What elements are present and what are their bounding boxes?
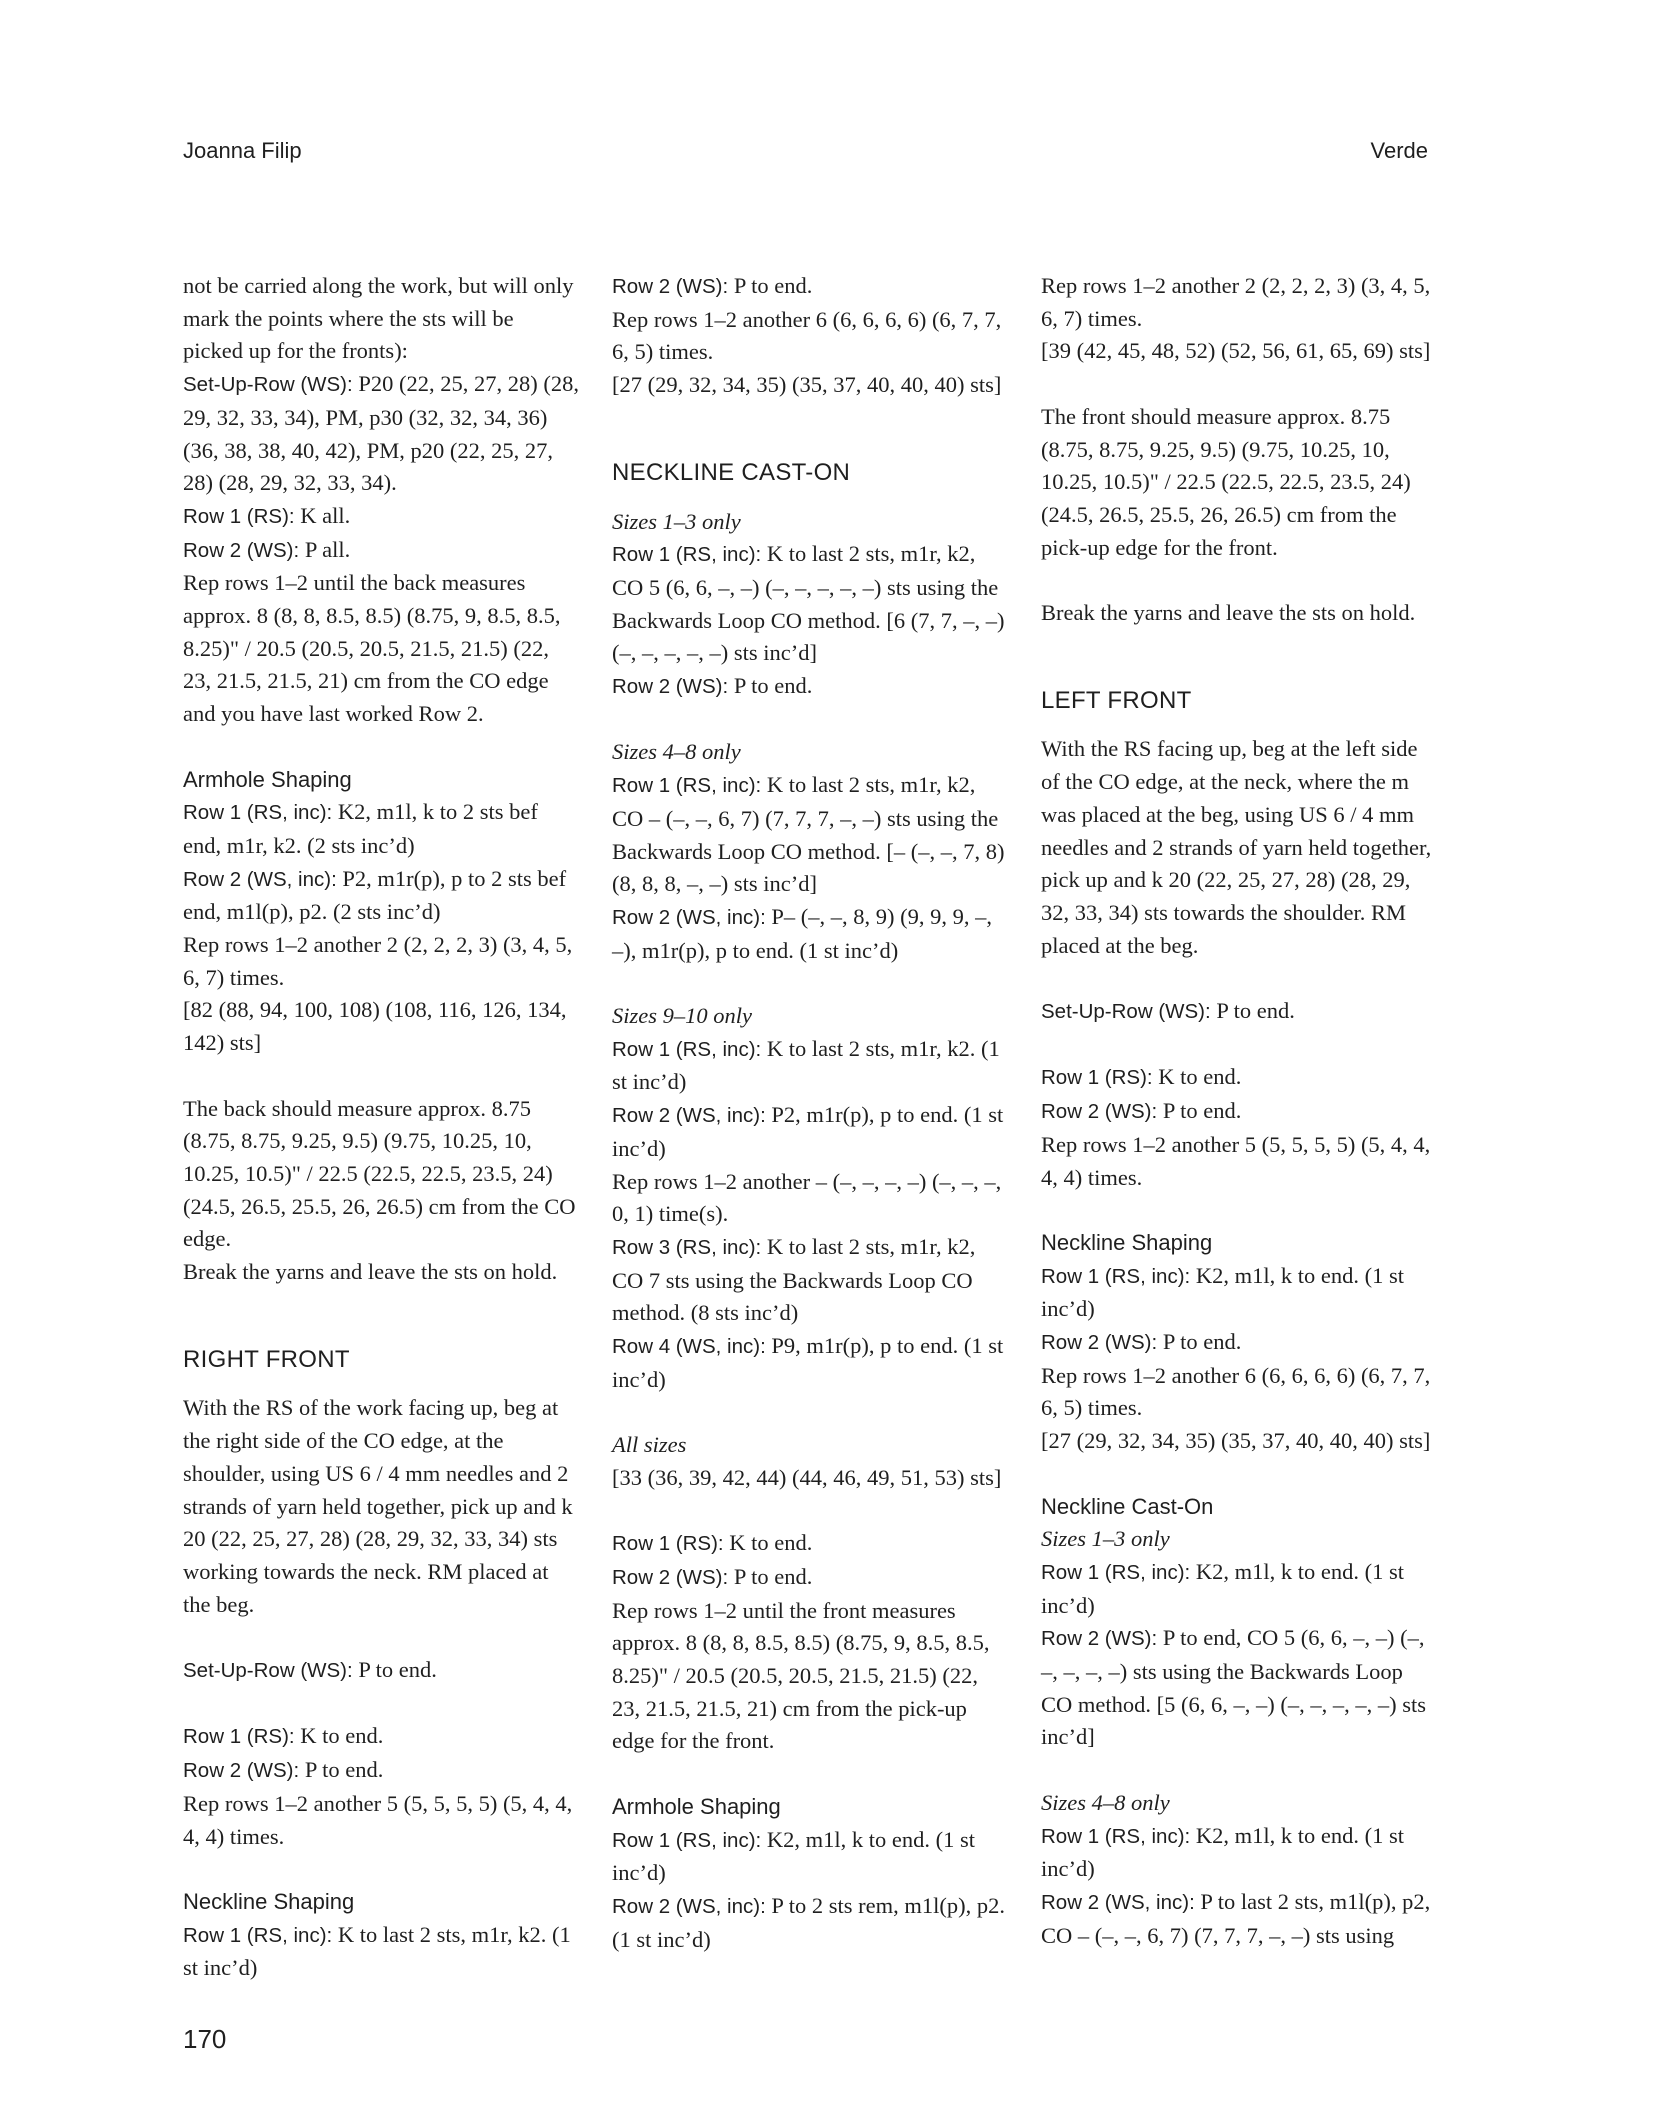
- row-label: Row 2 (WS, inc):: [1041, 1890, 1195, 1914]
- paragraph: Rep rows 1–2 another 6 (6, 6, 6, 6) (6, 7, 7, 6, 5) times.: [1041, 1362, 1431, 1421]
- author-name: Joanna Filip: [183, 138, 302, 163]
- row-label: Row 2 (WS, inc):: [612, 905, 766, 929]
- paragraph: Rep rows 1–2 another 6 (6, 6, 6, 6) (6, 7, 7, 6, 5) times.: [612, 306, 1002, 365]
- instruction-row: [1041, 995, 1437, 1029]
- row-label: Row 1 (RS, inc):: [183, 801, 333, 825]
- instruction-row: [612, 1330, 1008, 1396]
- row-label: Set-Up-Row (WS):: [1041, 1000, 1211, 1024]
- row-label: Row 2 (WS):: [183, 1759, 300, 1783]
- subsection-heading: Neckline Cast-On: [1041, 1493, 1214, 1519]
- row-text: K to last 2 sts, m1r, k2, CO – (–, –, 6, 7) (7, 7, 7, –, –) sts using the Backwards Loop CO method. [– (–, –, 7, 8) (8, 8, 8, –, –) sts inc’d]: [612, 772, 1005, 897]
- row-label: Row 1 (RS):: [1041, 1066, 1153, 1090]
- row-label: Row 2 (WS, inc):: [183, 867, 337, 891]
- instruction-row: [183, 500, 579, 534]
- row-label: Row 2 (WS):: [183, 538, 300, 562]
- instruction-row: [1041, 1061, 1437, 1095]
- instruction-row: [1041, 1326, 1437, 1360]
- paragraph: The front should measure approx. 8.75 (8.75, 8.75, 9.25, 9.5) (9.75, 10.25, 10, 10.25, 10.5)" / 22.5 (22.5, 22.5, 23.5, 24) (24.5, 26.5, 25.5, 26, 26.5) cm from the pick-up edge for the front.: [1041, 403, 1411, 560]
- instruction-row: [183, 796, 579, 862]
- instruction-row: [1041, 1260, 1437, 1326]
- row-text: P to end.: [352, 1657, 437, 1683]
- instruction-row: [1041, 1820, 1437, 1886]
- instruction-row: [612, 1561, 1008, 1595]
- row-text: K2, m1l, k to 2 sts bef end, m1r, k2. (2 sts inc’d): [183, 799, 538, 858]
- stitch-count: [82 (88, 94, 100, 108) (108, 116, 126, 134, 142) sts]: [183, 997, 567, 1056]
- row-text: P2, m1r(p), p to 2 sts bef end, m1l(p), p2. (2 sts inc’d): [183, 865, 567, 925]
- size-note: All sizes: [612, 1432, 687, 1458]
- row-text: K2, m1l, k to end. (1 st inc’d): [1041, 1822, 1404, 1882]
- row-text: P– (–, –, 8, 9) (9, 9, 9, –, –), m1r(p), p to end. (1 st inc’d): [612, 903, 993, 963]
- instruction-row: [612, 1231, 1008, 1330]
- size-note: Sizes 4–8 only: [1041, 1789, 1170, 1815]
- paragraph: Rep rows 1–2 another 2 (2, 2, 2, 3) (3, 4, 5, 6, 7) times.: [1041, 273, 1431, 331]
- instruction-row: [612, 670, 1008, 704]
- row-text: P2, m1r(p), p to end. (1 st inc’d): [612, 1102, 1004, 1161]
- row-label: Set-Up-Row (WS):: [183, 373, 353, 397]
- section-heading: RIGHT FRONT: [183, 1345, 350, 1373]
- instruction-row: [1041, 1886, 1437, 1952]
- instruction-row: [612, 270, 1008, 304]
- row-text: K to last 2 sts, m1r, k2. (1 st inc’d): [183, 1921, 571, 1981]
- row-label: Row 1 (RS, inc):: [612, 543, 762, 567]
- instruction-row: [183, 1754, 579, 1788]
- stitch-count: [39 (42, 45, 48, 52) (52, 56, 61, 65, 69) sts]: [1041, 338, 1431, 364]
- row-label: Row 2 (WS, inc):: [612, 1104, 766, 1128]
- row-text: P20 (22, 25, 27, 28) (28, 29, 32, 33, 34), PM, p30 (32, 32, 34, 36) (36, 38, 38, 40, 42), PM, p20 (22, 25, 27, 28) (28, 29, 32, 33, 34).: [183, 371, 579, 496]
- paragraph: Break the yarns and leave the sts on hold.: [183, 1259, 558, 1285]
- section-heading: LEFT FRONT: [1041, 686, 1192, 714]
- stitch-count: [27 (29, 32, 34, 35) (35, 37, 40, 40, 40) sts]: [1041, 1428, 1431, 1454]
- row-label: Row 1 (RS, inc):: [612, 774, 762, 798]
- subsection-heading: Neckline Shaping: [1041, 1229, 1213, 1255]
- row-label: Row 2 (WS):: [612, 675, 729, 699]
- instruction-row: [612, 1099, 1008, 1165]
- instruction-row: [612, 901, 1008, 967]
- row-text: P to end.: [1210, 998, 1295, 1024]
- row-label: Set-Up-Row (WS):: [183, 1659, 353, 1683]
- paragraph: Rep rows 1–2 until the front measures approx. 8 (8, 8, 8.5, 8.5) (8.75, 9, 8.5, 8.5, 8.25)" / 20.5 (20.5, 20.5, 21.5, 21.5) (22, 23, 21.5, 21.5, 21) cm from the pick-up edge for the front.: [612, 1597, 990, 1754]
- paragraph: not be carried along the work, but will only mark the points where the sts will be picked up for the fronts):: [183, 273, 574, 364]
- row-text: K to end.: [1152, 1064, 1242, 1090]
- row-label: Row 2 (WS):: [1041, 1331, 1158, 1355]
- paragraph: Break the yarns and leave the sts on hold.: [1041, 600, 1416, 625]
- paragraph: Rep rows 1–2 another 2 (2, 2, 2, 3) (3, 4, 5, 6, 7) times.: [183, 932, 573, 990]
- column-1: [183, 270, 579, 1985]
- row-text: P to end, CO 5 (6, 6, –, –) (–, –, –, –, –) sts using the Backwards Loop CO method. [5 (6, 6, –, –) (–, –, –, –, –) sts inc’d]: [1041, 1625, 1426, 1750]
- row-label: Row 2 (WS):: [612, 1565, 729, 1589]
- instruction-row: [612, 1033, 1008, 1099]
- paragraph: With the RS of the work facing up, beg at the right side of the CO edge, at the shoulder, using US 6 / 4 mm needles and 2 strands of yarn held together, pick up and k 20 (22, 25, 27, 28) (28, 29, 32, 33, 34) sts working towards the neck. RM placed at the beg.: [183, 1395, 573, 1617]
- row-text: K to end.: [294, 1723, 384, 1749]
- row-label: Row 2 (WS):: [1041, 1100, 1158, 1124]
- row-label: Row 3 (RS, inc):: [612, 1235, 762, 1259]
- subsection-heading: Armhole Shaping: [183, 766, 352, 792]
- row-label: Row 1 (RS):: [612, 1532, 724, 1556]
- instruction-row: [183, 534, 579, 568]
- row-text: K to end.: [723, 1530, 813, 1556]
- row-label: Row 2 (WS, inc):: [612, 1894, 766, 1918]
- instruction-row: [1041, 1622, 1437, 1754]
- row-text: P to end.: [728, 273, 813, 298]
- paragraph: Rep rows 1–2 another – (–, –, –, –) (–, –, –, 0, 1) time(s).: [612, 1168, 1002, 1227]
- row-text: K all.: [294, 502, 351, 528]
- instruction-row: [1041, 1095, 1437, 1129]
- stitch-count: [33 (36, 39, 42, 44) (44, 46, 49, 51, 53) sts]: [612, 1464, 1002, 1490]
- row-text: P all.: [299, 536, 351, 562]
- row-label: Row 1 (RS):: [183, 504, 295, 528]
- row-text: P to 2 sts rem, m1l(p), p2. (1 st inc’d): [612, 1892, 1005, 1952]
- instruction-row: [612, 538, 1008, 670]
- row-text: K to last 2 sts, m1r, k2, CO 5 (6, 6, –, –) (–, –, –, –, –) sts using the Backwards Loop CO method. [6 (7, 7, –, –) (–, –, –, –, –) sts inc’d]: [612, 541, 1005, 666]
- size-note: Sizes 4–8 only: [612, 739, 741, 765]
- paragraph: Rep rows 1–2 until the back measures approx. 8 (8, 8, 8.5, 8.5) (8.75, 9, 8.5, 8.5, 8.25)" / 20.5 (20.5, 20.5, 21.5, 21.5) (22, 23, 21.5, 21.5, 21) cm from the CO edge and you have last worked Row 2.: [183, 570, 561, 727]
- section-heading: NECKLINE CAST-ON: [612, 458, 851, 486]
- row-label: Row 1 (RS, inc):: [612, 1828, 762, 1852]
- size-note: Sizes 1–3 only: [1041, 1526, 1170, 1552]
- row-text: K to last 2 sts, m1r, k2, CO 7 sts using the Backwards Loop CO method. (8 sts inc’d): [612, 1233, 976, 1326]
- instruction-row: [183, 863, 579, 929]
- row-text: P9, m1r(p), p to end. (1 st inc’d): [612, 1333, 1004, 1392]
- row-text: K2, m1l, k to end. (1 st inc’d): [1041, 1558, 1404, 1618]
- subsection-heading: Armhole Shaping: [612, 1793, 781, 1819]
- stitch-count: [27 (29, 32, 34, 35) (35, 37, 40, 40, 40) sts]: [612, 372, 1002, 398]
- instruction-row: [183, 1720, 579, 1754]
- instruction-row: [612, 1890, 1008, 1956]
- row-label: Row 2 (WS):: [612, 275, 729, 298]
- instruction-row: [612, 1527, 1008, 1561]
- row-text: K to last 2 sts, m1r, k2. (1 st inc’d): [612, 1035, 1000, 1095]
- instruction-row: [183, 1654, 579, 1688]
- row-text: P to end.: [1157, 1329, 1242, 1355]
- instruction-row: [612, 1824, 1008, 1890]
- paragraph: With the RS facing up, beg at the left side of the CO edge, at the neck, where the m was placed at the beg, using US 6 / 4 mm needles and 2 strands of yarn held together, pick up and k 20 (22, 25, 27, 28) (28, 29, 32, 33, 34) sts towards the shoulder. RM placed at the beg.: [1041, 736, 1432, 958]
- row-text: P to end.: [1157, 1098, 1242, 1124]
- instruction-row: [183, 1919, 579, 1985]
- column-2: [612, 270, 1008, 1956]
- column-3: [1041, 270, 1437, 1952]
- size-note: Sizes 9–10 only: [612, 1003, 752, 1029]
- row-label: Row 4 (WS, inc):: [612, 1335, 766, 1359]
- subsection-heading: Neckline Shaping: [183, 1888, 355, 1914]
- instruction-row: [183, 368, 579, 500]
- row-text: P to end.: [728, 673, 813, 699]
- row-label: Row 1 (RS):: [183, 1725, 295, 1749]
- paragraph: Rep rows 1–2 another 5 (5, 5, 5, 5) (5, 4, 4, 4, 4) times.: [1041, 1131, 1431, 1190]
- row-label: Row 1 (RS, inc):: [183, 1923, 333, 1947]
- instruction-row: [612, 769, 1008, 901]
- row-text: P to end.: [728, 1563, 813, 1589]
- row-text: K2, m1l, k to end. (1 st inc’d): [612, 1826, 975, 1886]
- paragraph: Rep rows 1–2 another 5 (5, 5, 5, 5) (5, 4, 4, 4, 4) times.: [183, 1790, 573, 1849]
- instruction-row: [1041, 1556, 1437, 1622]
- row-label: Row 1 (RS, inc):: [1041, 1824, 1191, 1848]
- row-text: P to last 2 sts, m1l(p), p2, CO – (–, –, 6, 7) (7, 7, 7, –, –) sts using: [1041, 1888, 1431, 1948]
- row-text: K2, m1l, k to end. (1 st inc’d): [1041, 1262, 1404, 1322]
- row-label: Row 2 (WS):: [1041, 1627, 1158, 1651]
- pattern-title: Verde: [1370, 138, 1428, 163]
- size-note: Sizes 1–3 only: [612, 508, 741, 534]
- row-label: Row 1 (RS, inc):: [1041, 1264, 1191, 1288]
- page-number: 170: [183, 2024, 227, 2054]
- row-label: Row 1 (RS, inc):: [1041, 1560, 1191, 1584]
- row-text: P to end.: [299, 1757, 384, 1783]
- paragraph: The back should measure approx. 8.75 (8.75, 8.75, 9.25, 9.5) (9.75, 10.25, 10, 10.25, 10.5)" / 22.5 (22.5, 22.5, 23.5, 24) (24.5, 26.5, 25.5, 26, 26.5) cm from the CO edge.: [183, 1095, 576, 1252]
- row-label: Row 1 (RS, inc):: [612, 1037, 762, 1061]
